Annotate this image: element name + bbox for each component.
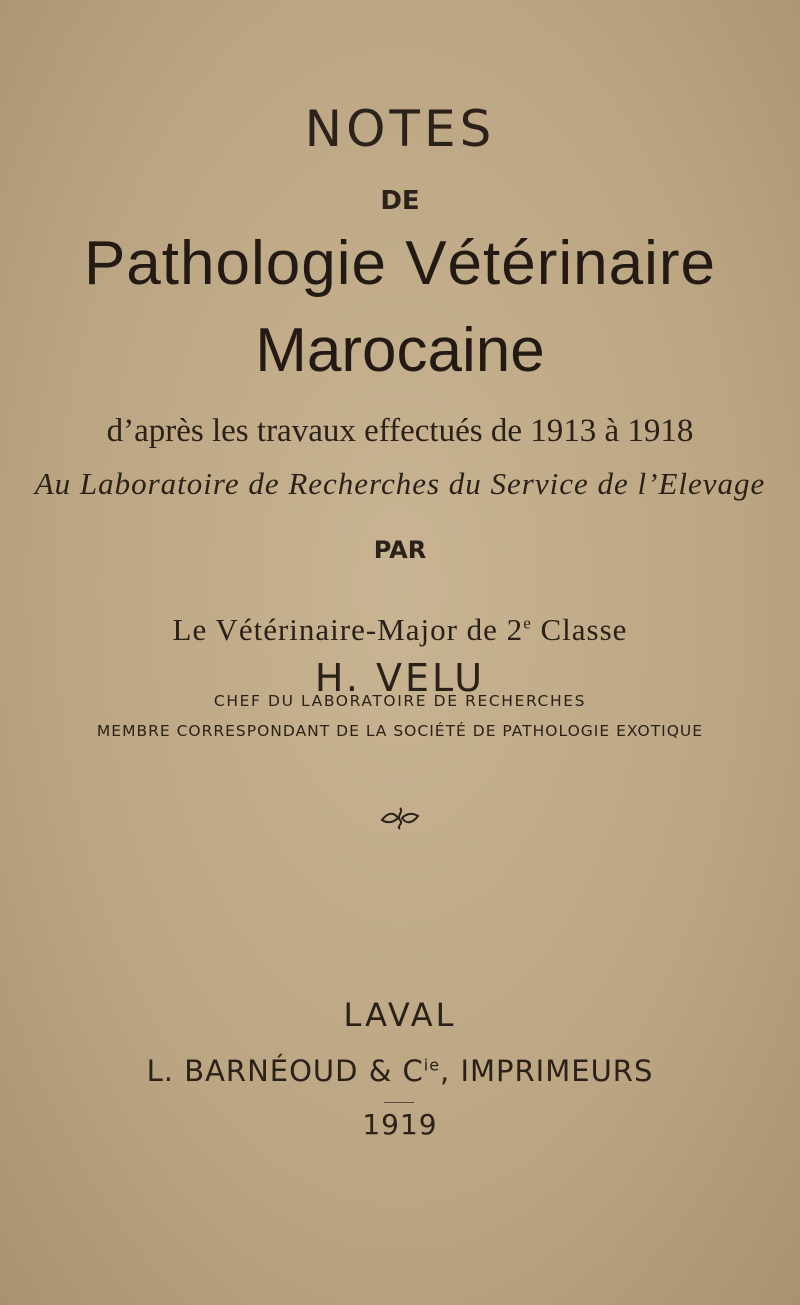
subtitle-period: d’après les travaux effectués de 1913 à 1918 <box>106 413 694 449</box>
divider-rule <box>384 1102 414 1103</box>
by-label: PAR <box>373 536 427 564</box>
imprint-city: LAVAL <box>343 996 457 1034</box>
imprint-year: 1919 <box>362 1108 438 1141</box>
author-rank-suffix: Classe <box>531 612 628 647</box>
imprint-printer-suffix: , IMPRIMEURS <box>440 1054 654 1088</box>
author-role: CHEF DU LABORATOIRE DE RECHERCHES <box>213 692 587 710</box>
subtitle-institution: Au Laboratoire de Recherches du Service de l’Elevage <box>34 466 766 501</box>
author-name: H. VELU <box>314 656 486 700</box>
author-rank-prefix: Le Vétérinaire-Major de 2 <box>172 612 524 647</box>
author-rank-sup: e <box>523 613 532 633</box>
imprint-printer-sup: ie <box>423 1055 441 1075</box>
fleuron-ornament-icon <box>378 804 422 830</box>
title-marocaine: Marocaine <box>255 316 545 385</box>
title-de: DE <box>380 186 420 216</box>
title-pathologie-veterinaire: Pathologie Vétérinaire <box>83 229 717 298</box>
author-rank <box>0 612 800 648</box>
imprint-printer-prefix: L. BARNÉOUD & C <box>146 1054 424 1088</box>
imprint-printer <box>0 1054 800 1088</box>
author-membership: MEMBRE CORRESPONDANT DE LA SOCIÉTÉ DE PATHOLOGIE EXOTIQUE <box>96 722 704 740</box>
title-notes: NOTES <box>304 100 496 158</box>
